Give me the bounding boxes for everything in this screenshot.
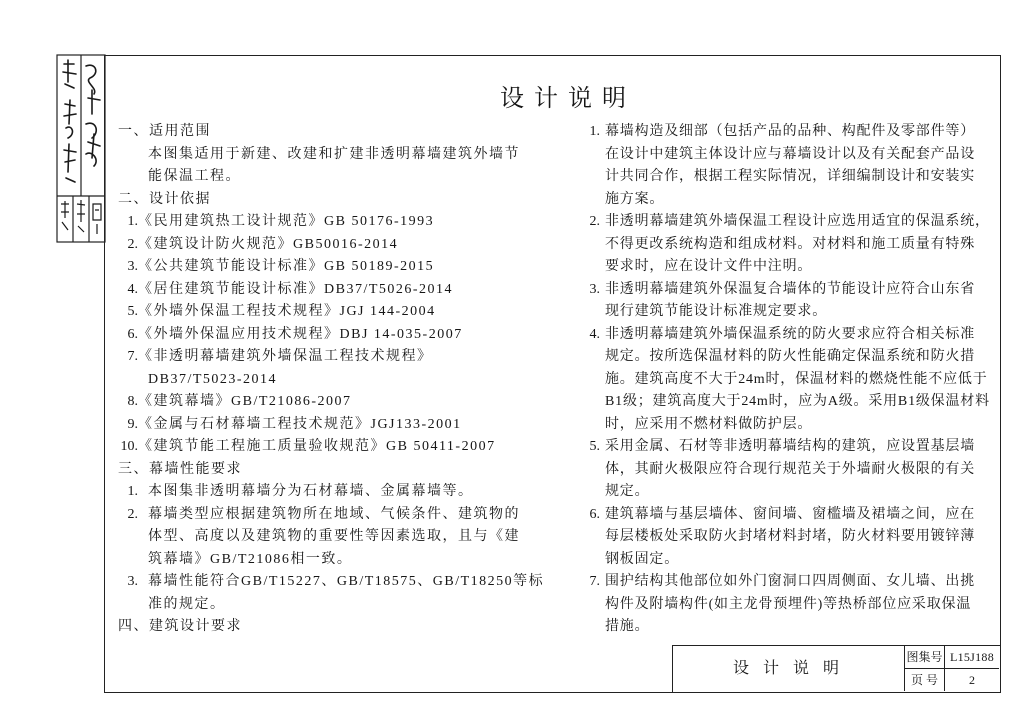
signature-cell-marks [61, 200, 101, 234]
item-number: 7. [589, 574, 600, 589]
item-text: 非透明幕墙建筑外墙保温工程设计应选用适宜的保温系统， [605, 214, 990, 229]
design-item [580, 211, 998, 234]
page-number-label: 页 号 [905, 669, 945, 691]
right-column [580, 121, 998, 639]
title-block-name: 设 计 说 明 [673, 646, 905, 691]
reference-item [110, 346, 576, 369]
item-continuation: DB37/T5023-2014 [148, 371, 278, 387]
body-line: 能保温工程。 [148, 169, 241, 184]
item-number: 1. [127, 214, 138, 229]
item-text: 非透明幕墙建筑外墙保温系统的防火要求应符合相关标准 [605, 326, 975, 342]
item-continuation: 每层楼板处采取防火封堵材料封堵，防火材料要用镀锌薄 [605, 529, 975, 544]
item-number: 1. [127, 484, 138, 499]
item-text: 《民用建筑热工设计规范》GB 50176-1993 [138, 214, 435, 229]
design-item [580, 504, 998, 527]
item-text: 《非透明幕墙建筑外墙保温工程技术规程》 [138, 349, 433, 364]
item-text: 《建筑幕墙》GB/T21086-2007 [138, 394, 352, 409]
requirement-item [110, 504, 576, 527]
item-text: 《建筑设计防火规范》GB50016-2014 [138, 236, 399, 252]
item-number: 2. [127, 236, 138, 252]
section-heading: 三、幕墙性能要求 [118, 461, 242, 477]
item-continuation: 规定。 [605, 484, 650, 499]
item-number: 2. [589, 214, 600, 229]
reference-item [110, 234, 576, 257]
item-text: 幕墙类型应根据建筑物所在地域、气候条件、建筑物的 [148, 506, 520, 522]
item-continuation: 要求时，应在设计文件中注明。 [605, 259, 813, 274]
item-text: 采用金属、石材等非透明幕墙结构的建筑，应设置基层墙 [605, 439, 975, 454]
design-item [580, 279, 998, 302]
title-block [672, 645, 1001, 693]
item-continuation: 构件及附墙构件(如主龙骨预埋件)等热桥部位应采取保温 [605, 596, 972, 612]
reference-item [110, 279, 576, 302]
item-continuation: 措施。 [605, 619, 650, 634]
item-number: 6. [589, 506, 600, 522]
item-number: 5. [127, 304, 138, 319]
item-continuation: 准的规定。 [148, 596, 226, 612]
item-text: 《居住建筑节能设计标准》DB37/T5026-2014 [138, 281, 454, 297]
item-continuation: 钢板固定。 [605, 551, 679, 567]
item-text: 《外墙外保温应用技术规程》DBJ 14-035-2007 [138, 326, 463, 342]
item-continuation: 施。建筑高度不大于24m时，保温材料的燃烧性能不应低于 [605, 371, 988, 387]
item-number: 8. [127, 394, 138, 409]
item-number: 3. [127, 259, 138, 274]
item-continuation: B1级；建筑高度大于24m时，应为A级。采用B1级保温材料 [605, 394, 990, 409]
left-column [110, 121, 576, 639]
item-text: 《公共建筑节能设计标准》GB 50189-2015 [138, 259, 435, 274]
item-number: 1. [589, 124, 600, 139]
item-text: 《外墙外保温工程技术规程》JGJ 144-2004 [138, 304, 436, 319]
page-title: 设 计 说 明 [500, 86, 628, 112]
page-number: 2 [969, 673, 975, 687]
item-number: 3. [127, 574, 138, 589]
reference-item [110, 324, 576, 347]
reference-item [110, 391, 576, 414]
item-number: 4. [127, 281, 138, 297]
item-number: 6. [127, 326, 138, 342]
body-line: 本图集适用于新建、改建和扩建非透明幕墙建筑外墙节 [148, 146, 520, 162]
reference-item [110, 436, 576, 459]
item-number: 4. [589, 326, 600, 342]
section-heading: 二、设计依据 [118, 191, 211, 207]
atlas-number-label: 图集号 [905, 646, 945, 669]
item-text: 围护结构其他部位如外门窗洞口四周侧面、女儿墙、出挑 [605, 574, 975, 589]
item-text: 幕墙性能符合GB/T15227、GB/T18575、GB/T18250等标 [148, 574, 545, 589]
item-number: 2. [127, 506, 138, 522]
item-continuation: 体，其耐火极限应符合现行规范关于外墙耐火极限的有关 [605, 461, 975, 477]
item-continuation: 筑幕墙》GB/T21086相一致。 [148, 551, 353, 567]
reference-item [110, 256, 576, 279]
item-continuation: 时，应采用不燃材料做防护层。 [605, 416, 813, 432]
item-number: 7. [127, 349, 138, 364]
item-text: 《金属与石材幕墙工程技术规范》JGJ133-2001 [138, 416, 462, 432]
item-number: 9. [127, 416, 138, 432]
item-number: 5. [589, 439, 600, 454]
reference-item [110, 301, 576, 324]
reference-item [110, 211, 576, 234]
requirement-item [110, 481, 576, 504]
item-continuation: 现行建筑节能设计标准规定要求。 [605, 304, 827, 319]
item-number: 3. [589, 281, 600, 297]
atlas-number: L15J188 [945, 646, 999, 669]
item-text: 《建筑节能工程施工质量验收规范》GB 50411-2007 [138, 439, 496, 454]
reference-item [110, 414, 576, 437]
signature-block [56, 54, 106, 244]
item-number: 10. [120, 439, 138, 454]
item-text: 建筑幕墙与基层墙体、窗间墙、窗槛墙及裙墙之间，应在 [605, 506, 975, 522]
item-continuation: 在设计中建筑主体设计应与幕墙设计以及有关配套产品设 [605, 146, 975, 162]
design-item [580, 571, 998, 594]
item-text: 幕墙构造及细部（包括产品的品种、构配件及零部件等） [605, 124, 975, 139]
requirement-item [110, 571, 576, 594]
item-continuation: 体型、高度以及建筑物的重要性等因素选取，且与《建 [148, 529, 520, 544]
item-continuation: 施方案。 [605, 191, 665, 207]
item-continuation: 不得更改系统构造和组成材料。对材料和施工质量有特殊 [605, 236, 975, 252]
section-heading: 一、适用范围 [118, 124, 211, 139]
design-item [580, 436, 998, 459]
design-item [580, 121, 998, 144]
item-text: 本图集非透明幕墙分为石材幕墙、金属幕墙等。 [148, 484, 474, 499]
item-continuation: 计共同合作，根据工程实际情况，详细编制设计和安装实 [605, 169, 975, 184]
item-text: 非透明幕墙建筑外保温复合墙体的节能设计应符合山东省 [605, 281, 975, 297]
design-item [580, 324, 998, 347]
section-heading: 四、建筑设计要求 [118, 619, 242, 634]
item-continuation: 规定。按所选保温材料的防火性能确定保温系统和防火措 [605, 349, 975, 364]
